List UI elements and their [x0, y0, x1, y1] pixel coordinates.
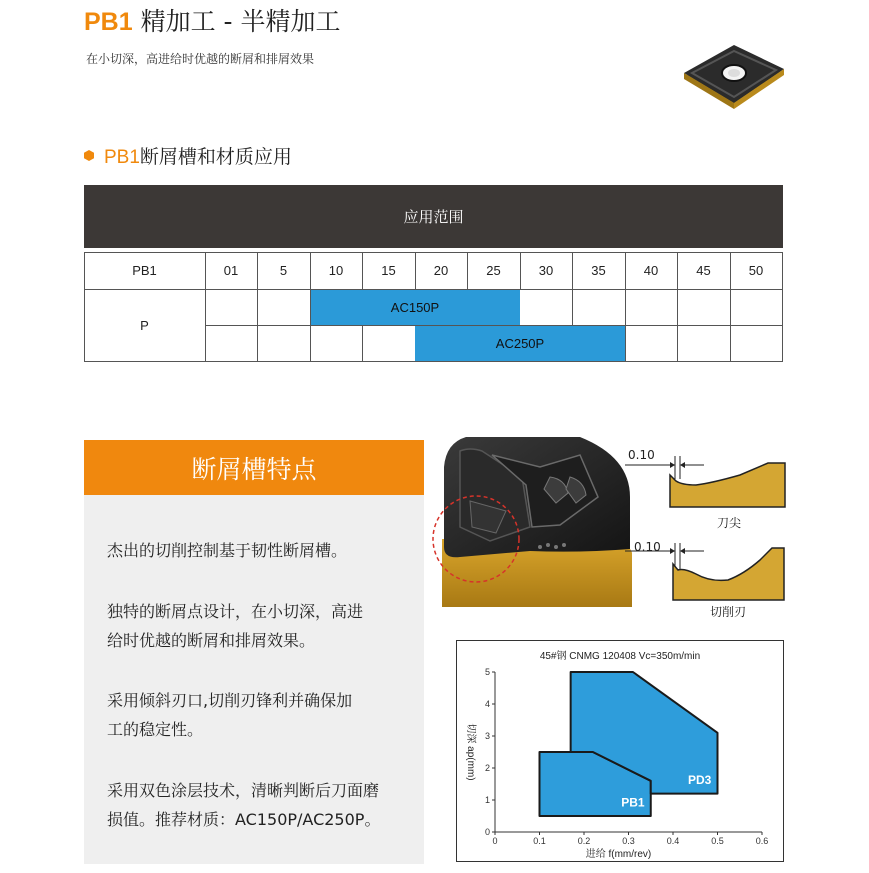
caption-edge: 切削刃: [710, 605, 747, 619]
series-label-pb1: PB1: [621, 795, 645, 810]
feature-line: 工的稳定性。: [107, 720, 204, 739]
x-tick-label: 0.2: [577, 836, 591, 846]
table-col-header: 35: [591, 263, 606, 278]
table-col-header: 5: [279, 263, 288, 278]
y-axis-label: 切深 ap(mm): [465, 723, 476, 781]
grade-bar-ac150p: [310, 289, 520, 325]
x-tick-label: 0.5: [711, 836, 724, 846]
page-title: [84, 2, 341, 38]
feature-item: [107, 686, 412, 744]
dimension-label-tip: 0.10: [628, 448, 655, 462]
x-tick-label: 0.6: [755, 836, 769, 846]
table-col-header: 01: [223, 263, 239, 278]
chipbreaker-closeup-image: [430, 437, 635, 609]
y-tick-label: 1: [484, 795, 490, 805]
grade-bar-ac250p: [415, 325, 625, 361]
table-col-divider: [362, 325, 363, 362]
title-text: 精加工 - 半精加工: [132, 7, 341, 36]
features-panel: [84, 495, 424, 864]
x-axis-label: 进给 f(mm/rev): [585, 849, 652, 860]
feature-line: 杰出的切削控制基于韧性断屑槽。: [107, 541, 348, 560]
table-border-bottom: [84, 361, 783, 362]
feature-item: [107, 597, 412, 655]
table-border-top: [84, 252, 783, 253]
caption-tip: 刀尖: [717, 516, 742, 530]
table-header: 应用范围: [84, 185, 783, 248]
heading-text: 断屑槽和材质应用: [139, 146, 292, 168]
feature-item: [107, 776, 412, 834]
table-col-header: 30: [538, 263, 554, 278]
x-tick-label: 0.4: [666, 836, 680, 846]
x-tick-label: 0.3: [622, 836, 635, 846]
feature-line: 给时优越的断屑和排屑效果。: [107, 631, 316, 650]
dimension-label-edge: 0.10: [634, 540, 661, 554]
table-col-header: 25: [486, 263, 501, 278]
table-col-header: 40: [643, 263, 659, 278]
table-col-header: 15: [381, 263, 396, 278]
table-border-right: [782, 252, 783, 362]
x-tick-label: 0: [492, 836, 498, 846]
feature-item: [107, 536, 412, 565]
grade-label-ac150p: AC150P: [390, 299, 440, 315]
feature-line: 采用双色涂层技术，清晰判断后刀面磨: [107, 781, 380, 800]
y-tick-label: 4: [484, 699, 490, 709]
y-tick-label: 0: [484, 827, 490, 837]
title-code: PB1: [84, 8, 133, 36]
chart-title: 45#钢 CNMG 120408 Vc=350m/min: [539, 651, 701, 662]
hexagon-bullet-icon: [84, 150, 94, 161]
y-tick-label: 2: [484, 763, 490, 773]
chart-svg: [457, 641, 783, 861]
series-label-pd3: PD3: [688, 773, 712, 787]
features-title: 断屑槽特点: [84, 440, 424, 495]
table-row-label: PB1: [132, 263, 157, 278]
section-heading: [84, 142, 292, 169]
table-col-header: 10: [328, 263, 344, 278]
table-row-divider: [84, 289, 783, 290]
table-row-divider: [205, 325, 783, 326]
feature-line: 损值。推荐材质：AC150P/AC250P。: [107, 810, 381, 829]
grade-label-ac250p: AC250P: [495, 335, 545, 351]
feature-line: 独特的断屑点设计，在小切深，高进: [107, 602, 364, 621]
table-col-header: 50: [748, 263, 764, 278]
insert-photo: [682, 35, 786, 117]
table-col-header: 45: [696, 263, 711, 278]
edge-profile-cutting: [670, 540, 788, 608]
application-table: [84, 185, 783, 362]
material-group-label: P: [140, 318, 149, 333]
y-tick-label: 5: [484, 667, 490, 677]
y-tick-label: 3: [484, 731, 490, 741]
heading-code: PB1: [104, 147, 140, 168]
application-range-chart: [456, 640, 784, 862]
x-tick-label: 0.1: [533, 836, 546, 846]
page-subtitle: 在小切深，高进给时优越的断屑和排屑效果: [86, 52, 315, 66]
feature-line: 采用倾斜刃口,切削刃锋利并确保加: [107, 691, 353, 710]
table-col-header: 20: [433, 263, 449, 278]
